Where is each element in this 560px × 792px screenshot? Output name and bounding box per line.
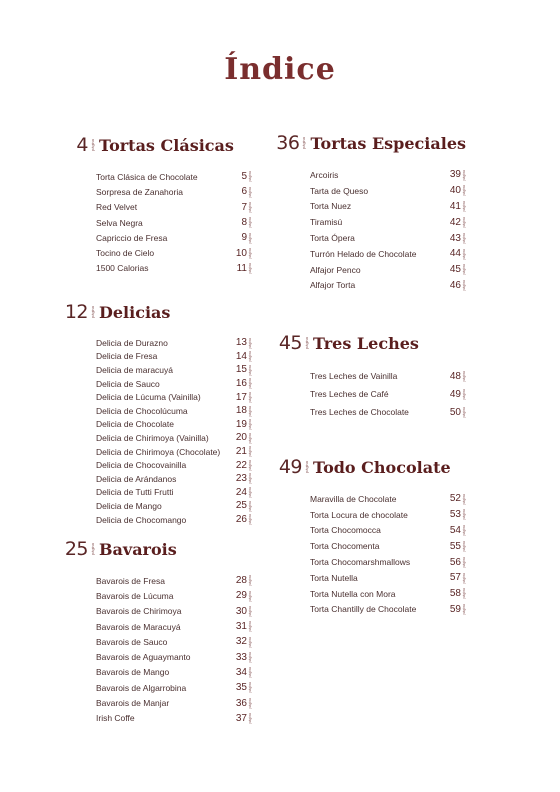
list-item[interactable] bbox=[96, 336, 252, 350]
item-name: Delicia de Mango bbox=[96, 500, 162, 511]
page-label: página bbox=[462, 509, 466, 520]
section-title: Bavarois bbox=[99, 539, 177, 559]
page-number-value: 35 bbox=[235, 682, 247, 694]
list-item[interactable] bbox=[96, 680, 252, 695]
item-page-number bbox=[450, 509, 466, 520]
section-page-number: 4 bbox=[76, 134, 88, 156]
item-name: Torta Chocomocca bbox=[310, 525, 381, 536]
page-label: página bbox=[462, 169, 466, 181]
item-name: Selva Negra bbox=[96, 217, 143, 228]
page-number-value: 44 bbox=[449, 248, 461, 260]
page-label: página bbox=[462, 264, 466, 275]
item-page-number bbox=[236, 487, 252, 498]
page-label: página bbox=[462, 556, 466, 568]
page-label: página bbox=[248, 378, 252, 389]
page-number-value: 19 bbox=[235, 418, 247, 430]
page-label: página bbox=[90, 306, 95, 319]
page-label: página bbox=[462, 232, 466, 244]
section-page-number: 12 bbox=[64, 301, 88, 323]
list-item[interactable] bbox=[310, 230, 466, 246]
item-page-number bbox=[450, 604, 466, 615]
item-name: Torta Nutella bbox=[310, 572, 358, 583]
item-name: Bavarois de Algarrobina bbox=[96, 682, 187, 693]
item-list bbox=[96, 336, 252, 526]
page-number-value: 37 bbox=[235, 712, 247, 724]
list-item[interactable] bbox=[310, 570, 466, 586]
item-name: Tiramisú bbox=[310, 217, 343, 228]
page-number-value: 45 bbox=[449, 264, 461, 276]
list-item[interactable] bbox=[310, 167, 466, 183]
list-item[interactable] bbox=[96, 377, 252, 391]
list-item[interactable] bbox=[96, 513, 252, 527]
item-page-number bbox=[236, 364, 252, 375]
item-page-number bbox=[236, 667, 252, 678]
item-page-number bbox=[236, 500, 252, 511]
page-number-value: 10 bbox=[235, 247, 247, 259]
item-list bbox=[310, 491, 466, 617]
list-item[interactable] bbox=[310, 278, 466, 294]
item-page-number bbox=[450, 169, 466, 180]
section-delicias bbox=[62, 300, 252, 526]
page-number-value: 43 bbox=[449, 232, 461, 244]
item-page-number bbox=[236, 682, 252, 693]
item-page-number bbox=[241, 217, 252, 228]
section-title: Tortas Clásicas bbox=[99, 135, 234, 155]
item-page-number bbox=[236, 378, 252, 389]
item-name: Alfajor Penco bbox=[310, 264, 361, 275]
page-number-value: 8 bbox=[241, 217, 247, 229]
item-page-number bbox=[450, 371, 466, 382]
item-list bbox=[96, 573, 252, 726]
page-number-value: 58 bbox=[449, 588, 461, 600]
list-item[interactable] bbox=[96, 458, 252, 472]
item-page-number bbox=[236, 590, 252, 601]
item-name: Tocino de Cielo bbox=[96, 248, 155, 259]
page-number-value: 17 bbox=[235, 391, 247, 403]
page-number-value: 15 bbox=[235, 364, 247, 376]
list-item[interactable] bbox=[96, 200, 252, 215]
page-number-value: 54 bbox=[449, 524, 461, 536]
item-name: Bavarois de Sauco bbox=[96, 636, 168, 647]
page-label: página bbox=[248, 651, 252, 663]
list-item[interactable] bbox=[310, 183, 466, 199]
page-label: página bbox=[248, 201, 252, 213]
item-page-number bbox=[450, 541, 466, 552]
page-label: página bbox=[304, 461, 309, 474]
item-page-number bbox=[237, 263, 252, 274]
page-label: página bbox=[248, 405, 252, 417]
page-label: página bbox=[248, 682, 252, 693]
list-item[interactable] bbox=[96, 390, 252, 404]
page-label: página bbox=[462, 248, 466, 260]
section-bavarois bbox=[62, 537, 252, 726]
item-page-number bbox=[450, 588, 466, 599]
item-page-number bbox=[236, 621, 252, 632]
list-item[interactable] bbox=[96, 711, 252, 726]
list-item[interactable] bbox=[96, 588, 252, 603]
list-item[interactable] bbox=[310, 367, 466, 385]
section-header bbox=[276, 455, 466, 479]
item-list bbox=[310, 367, 466, 421]
item-page-number bbox=[236, 713, 252, 724]
item-name: Torta Chantilly de Chocolate bbox=[310, 604, 417, 615]
list-item[interactable] bbox=[96, 445, 252, 459]
page-label: página bbox=[248, 419, 252, 430]
item-name: Torta Chocomarshmallows bbox=[310, 557, 411, 568]
item-name: Torta Locura de chocolate bbox=[310, 509, 408, 520]
item-page-number bbox=[450, 280, 466, 291]
page-label: página bbox=[248, 575, 252, 586]
section-page-number: 36 bbox=[276, 132, 300, 154]
page-number-value: 40 bbox=[449, 185, 461, 197]
section-todo-chocolate bbox=[276, 455, 466, 617]
item-name: Tres Leches de Vainilla bbox=[310, 371, 398, 381]
page-label: página bbox=[248, 391, 252, 403]
item-name: Tarta de Queso bbox=[310, 185, 369, 196]
page-number-value: 39 bbox=[449, 169, 461, 181]
item-page-number bbox=[236, 514, 252, 525]
list-item[interactable] bbox=[96, 350, 252, 364]
page-number-value: 6 bbox=[241, 186, 247, 198]
list-item[interactable] bbox=[96, 649, 252, 664]
page-number-value: 57 bbox=[449, 572, 461, 584]
item-name: Arcoiris bbox=[310, 169, 339, 180]
section-header bbox=[276, 331, 466, 355]
section-page-number: 25 bbox=[64, 538, 88, 560]
list-item[interactable] bbox=[96, 169, 252, 184]
item-page-number bbox=[450, 217, 466, 228]
page-label: página bbox=[248, 446, 252, 457]
item-name: Delicia de Chocolúcuma bbox=[96, 405, 188, 416]
item-name: Delicia de Arándanos bbox=[96, 473, 177, 484]
item-name: Maravilla de Chocolate bbox=[310, 493, 397, 504]
item-page-number bbox=[236, 606, 252, 617]
page-label: página bbox=[90, 543, 95, 556]
list-item[interactable] bbox=[310, 246, 466, 262]
item-page-number bbox=[236, 432, 252, 443]
list-item[interactable] bbox=[96, 472, 252, 486]
item-page-number bbox=[450, 493, 466, 504]
item-name: Tres Leches de Café bbox=[310, 389, 389, 399]
page-number-value: 31 bbox=[235, 621, 247, 633]
page-label: página bbox=[248, 713, 252, 724]
page-label: página bbox=[462, 370, 466, 382]
item-name: Delicia de Chocomango bbox=[96, 514, 187, 525]
list-item[interactable] bbox=[310, 538, 466, 554]
page-label: página bbox=[248, 186, 252, 198]
page-label: página bbox=[248, 473, 252, 484]
page-label: página bbox=[248, 337, 252, 349]
item-page-number bbox=[236, 698, 252, 709]
section-header bbox=[62, 133, 252, 157]
page-label: página bbox=[248, 590, 252, 602]
page-number-value: 18 bbox=[235, 405, 247, 417]
item-name: Delicia de Durazno bbox=[96, 337, 168, 348]
section-header bbox=[276, 131, 466, 155]
item-page-number bbox=[236, 473, 252, 484]
list-item[interactable] bbox=[96, 665, 252, 680]
item-name: Torta Ópera bbox=[310, 233, 355, 244]
list-item[interactable] bbox=[310, 523, 466, 539]
item-page-number bbox=[450, 264, 466, 275]
page-label: página bbox=[462, 280, 466, 291]
page-number-value: 33 bbox=[235, 651, 247, 663]
page-label: página bbox=[301, 137, 307, 150]
item-name: Bavarois de Chirimoya bbox=[96, 606, 182, 617]
section-tortas-especiales bbox=[276, 131, 466, 293]
item-page-number bbox=[450, 233, 466, 244]
list-item[interactable] bbox=[310, 403, 466, 421]
page-label: página bbox=[462, 217, 466, 228]
page-label: página bbox=[248, 514, 252, 525]
item-name: Tres Leches de Chocolate bbox=[310, 407, 409, 417]
page-number-value: 53 bbox=[449, 509, 461, 521]
item-name: Delicia de Chirimoya (Chocolate) bbox=[96, 446, 221, 457]
section-title: Tortas Especiales bbox=[310, 133, 466, 153]
page-label: página bbox=[462, 525, 466, 536]
list-item[interactable] bbox=[96, 573, 252, 588]
item-list bbox=[96, 169, 252, 276]
list-item[interactable] bbox=[310, 214, 466, 230]
page-label: página bbox=[462, 406, 466, 418]
page-number-value: 26 bbox=[235, 514, 247, 526]
section-page-number: 45 bbox=[278, 332, 302, 354]
page-label: página bbox=[462, 388, 466, 400]
page-number-value: 36 bbox=[235, 697, 247, 709]
list-item[interactable] bbox=[96, 634, 252, 649]
section-title: Tres Leches bbox=[313, 333, 419, 353]
page-number-value: 21 bbox=[235, 446, 247, 458]
section-title: Todo Chocolate bbox=[313, 457, 451, 477]
item-page-number bbox=[236, 636, 252, 647]
page-number-value: 22 bbox=[235, 459, 247, 471]
item-page-number bbox=[236, 337, 252, 348]
page-title: Índice bbox=[224, 52, 336, 87]
page-label: página bbox=[248, 487, 252, 498]
item-page-number bbox=[236, 446, 252, 457]
page-number-value: 52 bbox=[449, 493, 461, 505]
list-item[interactable] bbox=[96, 404, 252, 418]
list-item[interactable] bbox=[96, 230, 252, 245]
list-item[interactable] bbox=[96, 363, 252, 377]
item-page-number bbox=[450, 248, 466, 259]
page-label: página bbox=[248, 636, 252, 648]
page-label: página bbox=[248, 171, 252, 182]
page-number-value: 49 bbox=[449, 388, 461, 400]
page-label: página bbox=[462, 201, 466, 212]
item-page-number bbox=[236, 405, 252, 416]
page-label: página bbox=[462, 185, 466, 196]
page-label: página bbox=[248, 459, 252, 471]
item-page-number bbox=[241, 202, 252, 213]
page-label: página bbox=[248, 605, 252, 617]
item-page-number bbox=[450, 407, 466, 418]
page-label: página bbox=[248, 217, 252, 228]
list-item[interactable] bbox=[310, 262, 466, 278]
page-number-value: 41 bbox=[449, 200, 461, 212]
list-item[interactable] bbox=[96, 619, 252, 634]
list-item[interactable] bbox=[96, 184, 252, 199]
item-name: Delicia de Fresa bbox=[96, 351, 158, 362]
page-number-value: 28 bbox=[235, 575, 247, 587]
item-name: Bavarois de Manjar bbox=[96, 698, 170, 709]
item-name: Irish Coffe bbox=[96, 713, 135, 724]
item-page-number bbox=[236, 248, 252, 259]
page-number-value: 20 bbox=[235, 432, 247, 444]
page-label: página bbox=[462, 572, 466, 584]
item-page-number bbox=[450, 185, 466, 196]
item-name: Torta Clásica de Chocolate bbox=[96, 171, 198, 182]
item-name: Torta Nutella con Mora bbox=[310, 588, 396, 599]
section-tortas-clasicas bbox=[62, 133, 252, 276]
list-item[interactable] bbox=[96, 418, 252, 432]
page-number-value: 56 bbox=[449, 556, 461, 568]
item-page-number bbox=[236, 351, 252, 362]
page-label: página bbox=[248, 263, 252, 274]
page-number-value: 13 bbox=[235, 337, 247, 349]
page-number-value: 59 bbox=[449, 603, 461, 615]
list-item[interactable] bbox=[96, 261, 252, 276]
item-page-number bbox=[450, 389, 466, 400]
item-page-number bbox=[241, 232, 252, 243]
item-name: Torta Chocomenta bbox=[310, 541, 380, 552]
page-label: página bbox=[304, 337, 309, 350]
item-name: Alfajor Torta bbox=[310, 280, 356, 291]
page-number-value: 5 bbox=[241, 171, 247, 183]
page-number-value: 42 bbox=[449, 216, 461, 228]
page-label: página bbox=[248, 500, 252, 512]
list-item[interactable] bbox=[310, 602, 466, 618]
item-name: Capriccio de Fresa bbox=[96, 232, 168, 243]
item-name: Delicia de Sauco bbox=[96, 378, 160, 389]
item-name: Delicia de Chocolate bbox=[96, 419, 174, 430]
list-item[interactable] bbox=[96, 604, 252, 619]
item-name: Bavarois de Mango bbox=[96, 667, 170, 678]
page-label: página bbox=[462, 604, 466, 615]
list-item[interactable] bbox=[310, 491, 466, 507]
page-number-value: 46 bbox=[449, 279, 461, 291]
list-item[interactable] bbox=[96, 486, 252, 500]
list-item[interactable] bbox=[96, 215, 252, 230]
section-page-number: 49 bbox=[278, 456, 302, 478]
item-name: Torta Nuez bbox=[310, 201, 352, 212]
item-page-number bbox=[450, 557, 466, 568]
item-page-number bbox=[236, 652, 252, 663]
item-name: Sorpresa de Zanahoria bbox=[96, 186, 183, 197]
page-number-value: 32 bbox=[235, 636, 247, 648]
section-header bbox=[62, 300, 252, 324]
page-number-value: 29 bbox=[235, 590, 247, 602]
item-name: Delicia de Chirimoya (Vainilla) bbox=[96, 432, 209, 443]
page-number-value: 11 bbox=[236, 262, 247, 274]
section-header bbox=[62, 537, 252, 561]
page-label: página bbox=[248, 432, 252, 444]
page-number-value: 16 bbox=[235, 378, 247, 390]
list-item[interactable] bbox=[310, 385, 466, 403]
page-number-value: 34 bbox=[235, 666, 247, 678]
page-label: página bbox=[248, 667, 252, 678]
page-number-value: 50 bbox=[449, 406, 461, 418]
item-name: Bavarois de Aguaymanto bbox=[96, 652, 191, 663]
section-title: Delicias bbox=[99, 302, 171, 322]
item-name: Bavarois de Maracuyá bbox=[96, 621, 181, 632]
page-number-value: 55 bbox=[449, 540, 461, 552]
item-name: Delicia de Chocovainilla bbox=[96, 460, 187, 471]
item-page-number bbox=[236, 460, 252, 471]
page-number-value: 14 bbox=[235, 350, 247, 362]
item-name: Red Velvet bbox=[96, 202, 138, 213]
item-page-number bbox=[236, 575, 252, 586]
item-page-number bbox=[236, 419, 252, 430]
page-label: página bbox=[248, 364, 252, 376]
item-name: Bavarois de Fresa bbox=[96, 575, 165, 586]
list-item[interactable] bbox=[310, 199, 466, 215]
page-label: página bbox=[248, 621, 252, 632]
page-number-value: 24 bbox=[235, 486, 247, 498]
page-number-value: 30 bbox=[235, 605, 247, 617]
page-number-value: 7 bbox=[241, 201, 247, 213]
list-item[interactable] bbox=[310, 507, 466, 523]
list-item[interactable] bbox=[310, 554, 466, 570]
item-page-number bbox=[241, 171, 252, 182]
item-name: 1500 Calorias bbox=[96, 263, 149, 274]
page-number-value: 25 bbox=[235, 500, 247, 512]
item-name: Delicia de maracuyá bbox=[96, 364, 174, 375]
list-item[interactable] bbox=[96, 695, 252, 710]
item-page-number bbox=[241, 186, 252, 197]
item-name: Turrón Helado de Chocolate bbox=[310, 248, 417, 259]
item-name: Delicia de Tutti Frutti bbox=[96, 487, 174, 498]
list-item[interactable] bbox=[96, 245, 252, 260]
list-item[interactable] bbox=[96, 499, 252, 513]
item-name: Delicia de Lúcuma (Vainilla) bbox=[96, 392, 201, 403]
page-label: página bbox=[462, 541, 466, 552]
item-page-number bbox=[450, 525, 466, 536]
page-label: página bbox=[248, 247, 252, 259]
item-page-number bbox=[450, 201, 466, 212]
page-number-value: 9 bbox=[241, 232, 247, 244]
page-label: página bbox=[90, 139, 95, 152]
list-item[interactable] bbox=[310, 586, 466, 602]
page-number-value: 48 bbox=[449, 370, 461, 382]
page-label: página bbox=[462, 588, 466, 599]
item-page-number bbox=[236, 392, 252, 403]
list-item[interactable] bbox=[96, 431, 252, 445]
item-list bbox=[310, 167, 466, 293]
item-name: Bavarois de Lúcuma bbox=[96, 590, 174, 601]
page-number-value: 23 bbox=[235, 473, 247, 485]
page-label: página bbox=[248, 351, 252, 362]
item-page-number bbox=[450, 572, 466, 583]
page-label: página bbox=[248, 232, 252, 244]
page-label: página bbox=[248, 697, 252, 709]
page-label: página bbox=[462, 493, 466, 505]
section-tres-leches bbox=[276, 331, 466, 421]
